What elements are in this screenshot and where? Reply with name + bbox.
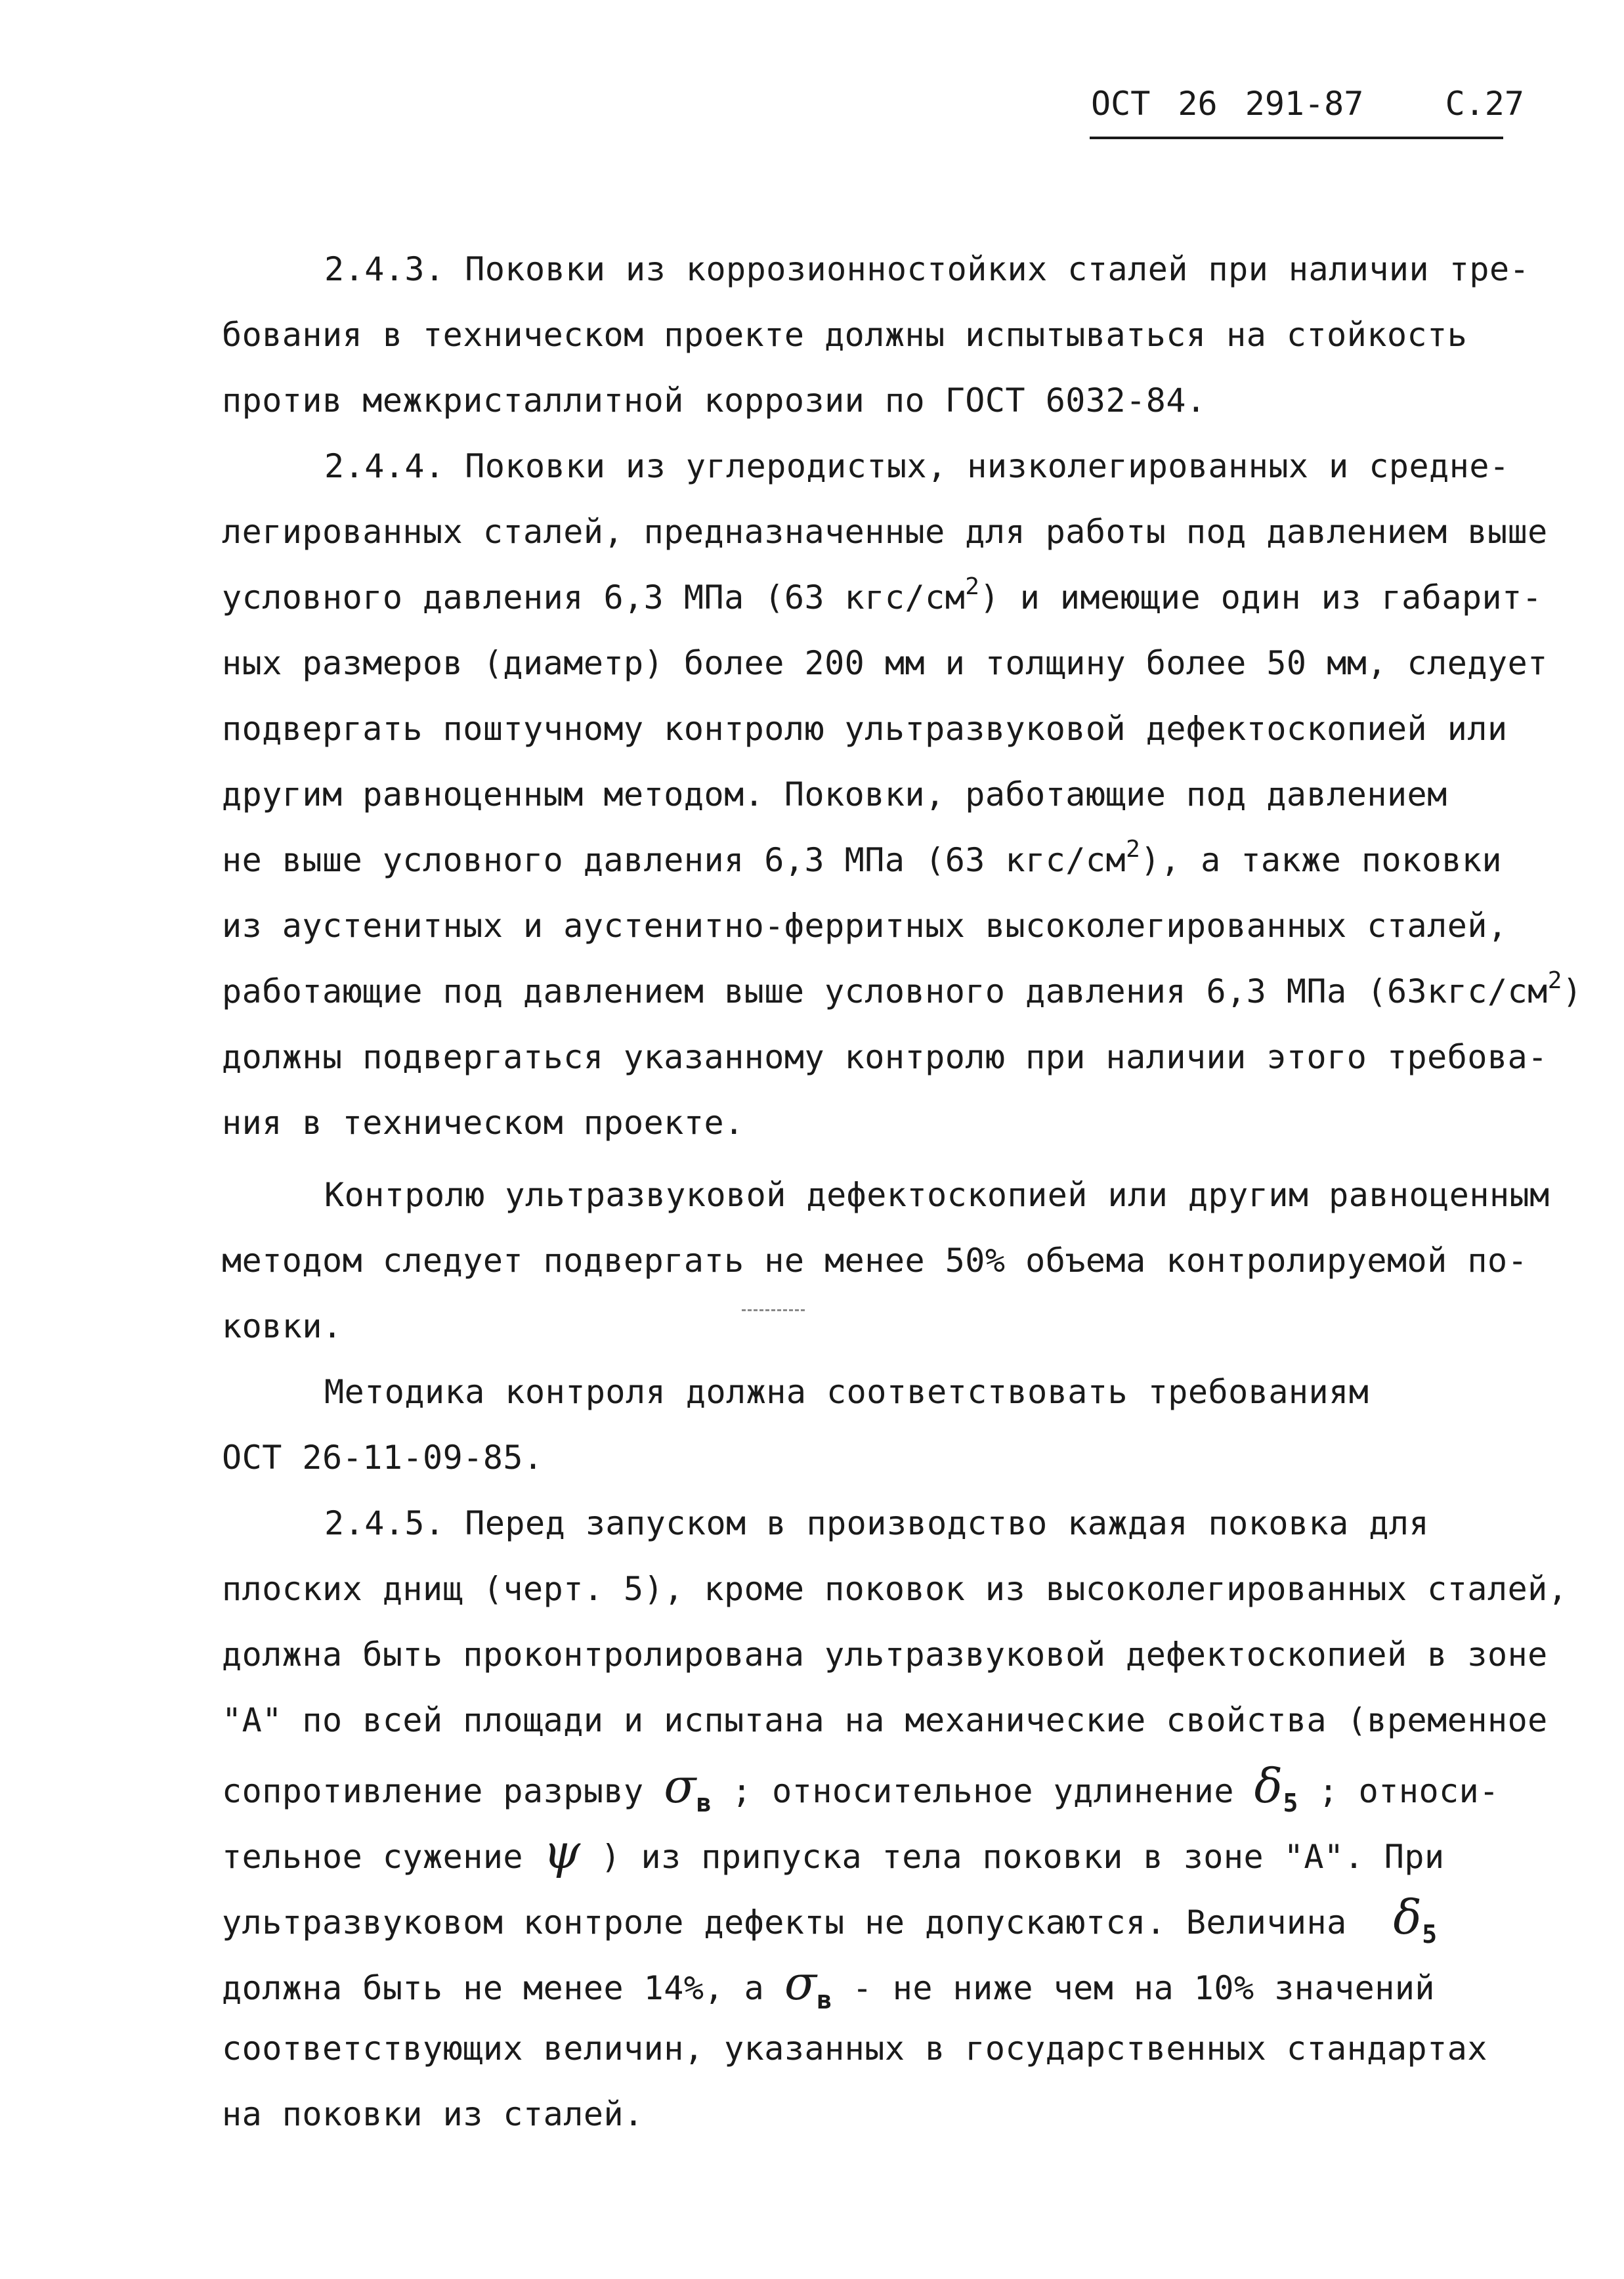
text-fragment: ), а также поковки <box>1140 841 1503 879</box>
text-line: ковки. <box>222 1307 343 1345</box>
text-line: ния в техническом проекте. <box>222 1104 744 1142</box>
text-line: соответствующих величин, указанных в государственных стандартах <box>222 2029 1487 2068</box>
text-line: должна быть проконтролирована ультразвуковой дефектоскопией в зоне <box>222 1636 1548 1674</box>
text-line: Контролю ультразвуковой дефектоскопией или другим равноценным <box>324 1176 1550 1214</box>
subscript: 5 <box>1283 1789 1298 1817</box>
page-number: С.27 <box>1445 85 1524 123</box>
text-fragment: ; относи- <box>1318 1772 1499 1810</box>
text-line: ных размеров (диаметр) более 200 мм и толщину более 50 мм, следует <box>222 644 1548 682</box>
text-fragment: ) <box>1562 972 1583 1010</box>
text-line: подвергать поштучному контролю ультразвуковой дефектоскопией или <box>222 710 1508 748</box>
text-line: 2.4.5. Перед запуском в производство каждая поковка для <box>324 1504 1430 1542</box>
sigma-symbol: σ <box>664 1758 696 1813</box>
text-fragment: условного давления 6,3 МПа (63 кгс/см <box>222 578 966 617</box>
text-fragment: тельное сужение <box>222 1838 524 1876</box>
document-code: ОСТ 26 291-87 <box>1091 85 1364 123</box>
superscript: 2 <box>965 573 980 600</box>
delta-symbol: δ <box>1254 1758 1283 1813</box>
text-line <box>222 565 1542 630</box>
text-fragment: - не ниже чем на 10% значений <box>852 1969 1436 2007</box>
text-line <box>222 827 1502 893</box>
page-header <box>1091 77 1524 130</box>
text-fragment: ) из припуска тела поковки в зоне "А". При <box>601 1838 1445 1876</box>
text-line: легированных сталей, предназначенные для работы под давлением выше <box>222 513 1548 551</box>
delta-symbol: δ <box>1393 1890 1422 1945</box>
text-fragment: ультразвуковом контроле дефекты не допускаются. Величина <box>222 1903 1347 1942</box>
text-fragment: должна быть не менее 14%, а <box>222 1969 765 2007</box>
text-line: из аустенитных и аустенитно-ферритных высоколегированных сталей, <box>222 907 1508 945</box>
sigma-symbol: σ <box>784 1955 817 2010</box>
text-line: на поковки из сталей. <box>222 2095 644 2133</box>
superscript: 2 <box>1547 967 1562 994</box>
subscript: в <box>817 1986 832 2014</box>
text-fragment: сопротивление разрыву <box>222 1772 644 1810</box>
subscript: 5 <box>1422 1920 1438 1949</box>
text-line: плоских днищ (черт. 5), кроме поковок из высоколегированных сталей, <box>222 1570 1568 1608</box>
header-underline <box>1090 137 1503 139</box>
text-line: методом следует подвергать не менее 50% объема контролируемой по- <box>222 1242 1528 1280</box>
text-line: другим равноценным методом. Поковки, работающие под давлением <box>222 775 1447 814</box>
superscript: 2 <box>1126 836 1141 863</box>
text-fragment: не выше условного давления 6,3 МПа (63 кгс/см <box>222 841 1126 879</box>
text-line <box>222 959 1583 1024</box>
text-line: должны подвергаться указанному контролю при наличии этого требова- <box>222 1038 1548 1076</box>
text-fragment: ) и имеющие один из габарит- <box>979 578 1543 617</box>
text-line: "А" по всей площади и испытана на механические свойства (временное <box>222 1701 1548 1739</box>
text-line: Методика контроля должна соответствовать требованиям <box>324 1373 1369 1411</box>
text-line: против межкристаллитной коррозии по ГОСТ 6032-84. <box>222 381 1207 420</box>
text-line <box>222 1819 1445 1890</box>
stray-mark <box>742 1309 805 1313</box>
text-fragment: ; относительное удлинение <box>731 1772 1234 1810</box>
text-line: 2.4.3. Поковки из коррозионностойких сталей при наличии тре- <box>324 250 1530 288</box>
psi-symbol: ψ <box>543 1824 581 1879</box>
subscript: в <box>696 1789 712 1817</box>
text-line: ОСТ 26-11-09-85. <box>222 1439 544 1477</box>
text-line: бования в техническом проекте должны испытываться на стойкость <box>222 316 1468 354</box>
text-fragment: работающие под давлением выше условного давления 6,3 МПа (63кгс/см <box>222 972 1548 1010</box>
text-line: 2.4.4. Поковки из углеродистых, низколегированных и средне- <box>324 447 1510 485</box>
